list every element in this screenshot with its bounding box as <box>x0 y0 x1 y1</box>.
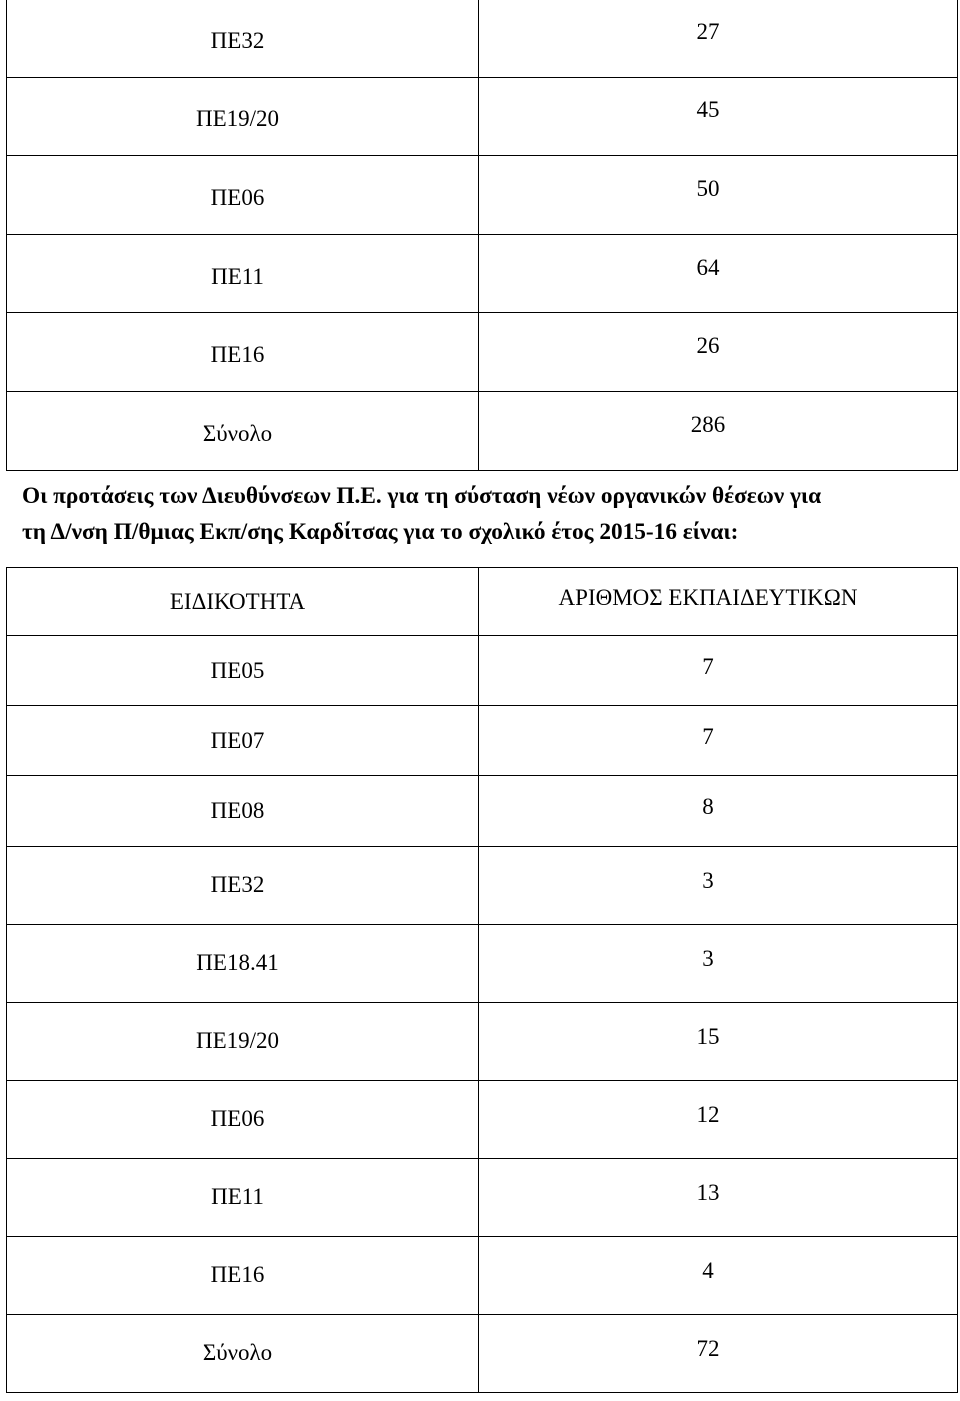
table-row <box>7 77 958 156</box>
specialty-cell: ΠΕ19/20 <box>7 77 479 156</box>
table-row <box>7 924 958 1002</box>
count-cell: 26 <box>479 313 958 392</box>
table-row <box>7 706 958 776</box>
positions-table-continued <box>6 0 958 471</box>
table-row <box>7 1236 958 1314</box>
column-header-count: ΑΡΙΘΜΟΣ ΕΚΠΑΙΔΕΥΤΙΚΩΝ <box>479 568 958 636</box>
count-cell: 7 <box>479 706 958 776</box>
positions-table <box>6 567 958 1393</box>
count-cell: 64 <box>479 234 958 313</box>
table-header-row <box>7 568 958 636</box>
count-cell: 45 <box>479 77 958 156</box>
count-cell: 13 <box>479 1158 958 1236</box>
table-row <box>7 0 958 77</box>
table-row <box>7 234 958 313</box>
table-row <box>7 1158 958 1236</box>
table-row <box>7 1002 958 1080</box>
specialty-cell: ΠΕ11 <box>7 1158 479 1236</box>
count-cell: 15 <box>479 1002 958 1080</box>
specialty-cell: ΠΕ32 <box>7 0 479 77</box>
specialty-cell: ΠΕ16 <box>7 313 479 392</box>
count-cell: 50 <box>479 156 958 235</box>
specialty-cell: ΠΕ11 <box>7 234 479 313</box>
specialty-cell: Σύνολο <box>7 1314 479 1392</box>
table-row <box>7 156 958 235</box>
table-row <box>7 636 958 706</box>
specialty-cell: ΠΕ19/20 <box>7 1002 479 1080</box>
specialty-cell: ΠΕ05 <box>7 636 479 706</box>
specialty-cell: ΠΕ16 <box>7 1236 479 1314</box>
specialty-cell: ΠΕ08 <box>7 776 479 846</box>
table-row <box>7 776 958 846</box>
count-cell: 72 <box>479 1314 958 1392</box>
table-row <box>7 846 958 924</box>
table-row-total <box>7 391 958 470</box>
count-cell: 27 <box>479 0 958 77</box>
intro-line: Οι προτάσεις των Διευθύνσεων Π.Ε. για τη σύσταση νέων οργανικών θέσεων για <box>22 483 822 509</box>
count-cell: 7 <box>479 636 958 706</box>
count-cell: 12 <box>479 1080 958 1158</box>
table-row <box>7 1080 958 1158</box>
intro-line: τη Δ/νση Π/θμιας Εκπ/σης Καρδίτσας για το σχολικό έτος 2015-16 είναι: <box>22 519 739 545</box>
specialty-cell: ΠΕ18.41 <box>7 924 479 1002</box>
table-row <box>7 313 958 392</box>
intro-paragraph <box>22 478 952 550</box>
specialty-cell: ΠΕ06 <box>7 1080 479 1158</box>
specialty-cell: ΠΕ32 <box>7 846 479 924</box>
table-row-total <box>7 1314 958 1392</box>
column-header-specialty: ΕΙΔΙΚΟΤΗΤΑ <box>7 568 479 636</box>
count-cell: 8 <box>479 776 958 846</box>
count-cell: 3 <box>479 924 958 1002</box>
specialty-cell: Σύνολο <box>7 391 479 470</box>
specialty-cell: ΠΕ06 <box>7 156 479 235</box>
count-cell: 3 <box>479 846 958 924</box>
specialty-cell: ΠΕ07 <box>7 706 479 776</box>
count-cell: 4 <box>479 1236 958 1314</box>
count-cell: 286 <box>479 391 958 470</box>
